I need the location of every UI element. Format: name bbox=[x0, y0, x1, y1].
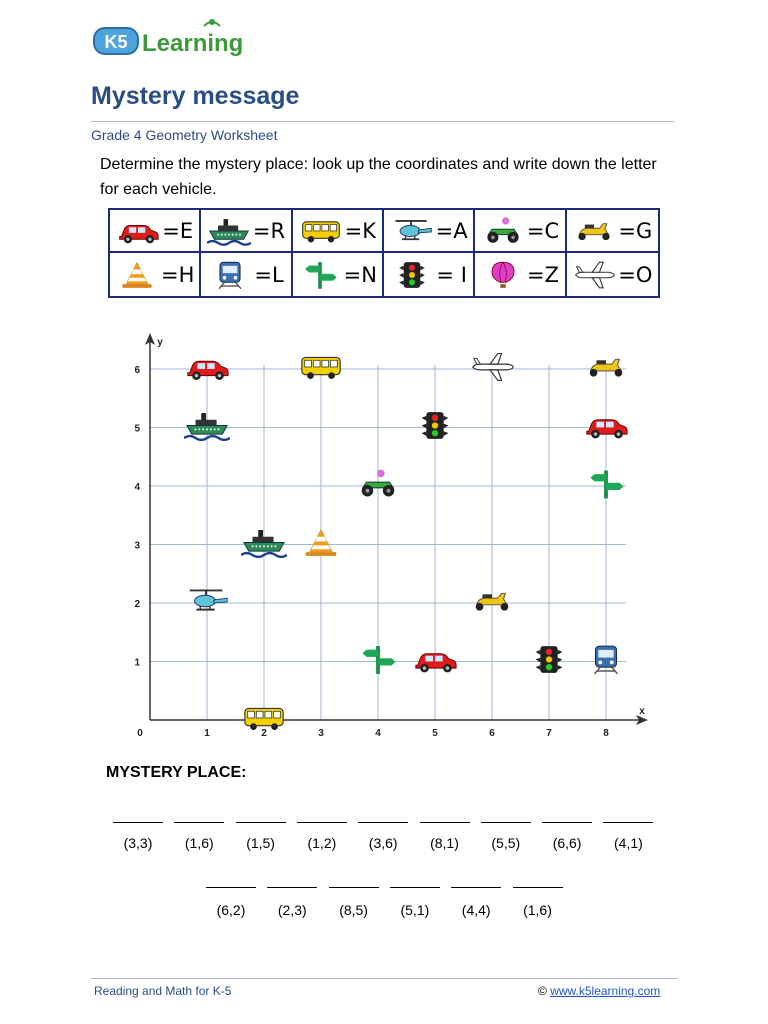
instructions: Determine the mystery place: look up the coordinates and write down the letter for each vehicle. bbox=[100, 156, 657, 198]
answer-blank[interactable] bbox=[206, 887, 256, 888]
key-cell bbox=[110, 253, 201, 296]
coordinate-label: (1,2) bbox=[307, 835, 337, 851]
answer-blank[interactable] bbox=[358, 822, 408, 823]
k5learning-link[interactable]: www.k5learning.com bbox=[550, 984, 661, 998]
footer-copyright bbox=[538, 984, 660, 998]
y-tick-label: 3 bbox=[134, 540, 140, 552]
key-cell bbox=[110, 210, 201, 253]
answer-blank[interactable] bbox=[267, 887, 317, 888]
key-letter: =O bbox=[618, 262, 653, 287]
x-tick-label: 3 bbox=[318, 728, 324, 739]
airplane-icon bbox=[473, 354, 513, 381]
atv-icon bbox=[481, 216, 525, 246]
airplane-icon bbox=[572, 260, 616, 290]
k5-learning-logo bbox=[92, 16, 262, 64]
footer-divider bbox=[91, 978, 678, 979]
scooter-icon bbox=[572, 216, 616, 246]
answer-blank[interactable] bbox=[390, 887, 440, 888]
key-cell bbox=[293, 210, 384, 253]
key-cell bbox=[475, 210, 566, 253]
coordinate-grid bbox=[100, 325, 660, 745]
key-letter: =E bbox=[162, 218, 194, 243]
coordinate-label: (8,1) bbox=[430, 835, 459, 851]
bus-icon bbox=[245, 708, 283, 730]
key-cell bbox=[201, 253, 292, 296]
y-tick-label: 6 bbox=[134, 365, 140, 376]
car-icon bbox=[188, 361, 228, 380]
answer-blank[interactable] bbox=[113, 822, 163, 823]
footer-tagline: Reading and Math for K-5 bbox=[94, 984, 232, 998]
page-title: Mystery message bbox=[91, 82, 300, 110]
coordinate-label: (1,6) bbox=[523, 902, 552, 918]
car-icon bbox=[416, 654, 456, 673]
x-tick-label: 0 bbox=[137, 728, 143, 739]
x-tick-label: 2 bbox=[261, 728, 267, 739]
x-tick-label: 4 bbox=[375, 728, 381, 739]
key-cell bbox=[384, 210, 475, 253]
coordinate-label: (3,6) bbox=[368, 835, 398, 851]
y-tick-label: 2 bbox=[134, 599, 140, 610]
y-tick-label: 5 bbox=[134, 423, 140, 435]
key-cell bbox=[567, 253, 658, 296]
answer-blank[interactable] bbox=[603, 822, 653, 823]
x-tick-label: 7 bbox=[546, 728, 552, 739]
y-axis-label: y bbox=[157, 337, 163, 348]
coordinate-label: (5,5) bbox=[491, 835, 521, 851]
x-tick-label: 8 bbox=[603, 728, 609, 739]
answer-blank[interactable] bbox=[329, 887, 379, 888]
x-axis-label: x bbox=[639, 706, 645, 717]
key-letter: =H bbox=[160, 262, 195, 287]
key-cell bbox=[567, 210, 658, 253]
header-divider bbox=[91, 121, 674, 122]
svg-text:Learning: Learning bbox=[142, 30, 244, 57]
key-letter: =C bbox=[526, 218, 560, 243]
key-letter: =K bbox=[344, 218, 377, 243]
svg-text:K5: K5 bbox=[104, 32, 128, 52]
bus-icon bbox=[299, 216, 343, 246]
car-icon bbox=[587, 420, 627, 439]
key-letter: =R bbox=[252, 218, 286, 243]
coordinate-label: (6,2) bbox=[216, 902, 246, 918]
coordinate-label: (4,4) bbox=[461, 902, 491, 918]
coordinate-label: (6,6) bbox=[552, 835, 582, 851]
key-letter: =L bbox=[254, 262, 284, 287]
helicopter-icon bbox=[390, 216, 434, 246]
coordinate-label: (4,1) bbox=[613, 835, 643, 851]
helicopter-icon bbox=[190, 590, 227, 609]
key-letter: =N bbox=[343, 262, 377, 287]
answer-blank[interactable] bbox=[451, 887, 501, 888]
traffic-light-icon bbox=[422, 412, 449, 439]
x-tick-label: 5 bbox=[432, 728, 438, 739]
signpost-icon bbox=[298, 260, 342, 290]
coordinate-label: (8,5) bbox=[339, 902, 368, 918]
coordinate-label: (2,3) bbox=[277, 902, 307, 918]
answer-blank[interactable] bbox=[420, 822, 470, 823]
traffic-cone-icon bbox=[306, 529, 337, 556]
hot-air-balloon-icon bbox=[481, 260, 525, 290]
signpost-icon bbox=[363, 646, 396, 674]
answer-blank[interactable] bbox=[481, 822, 531, 823]
coordinate-label: (5,1) bbox=[400, 902, 430, 918]
key-cell bbox=[384, 253, 475, 296]
answer-blank[interactable] bbox=[542, 822, 592, 823]
coordinate-label: (1,6) bbox=[184, 835, 214, 851]
signpost-icon bbox=[591, 471, 624, 499]
y-tick-label: 1 bbox=[134, 657, 140, 669]
traffic-light-icon bbox=[390, 260, 434, 290]
answer-blank[interactable] bbox=[174, 822, 224, 823]
x-tick-label: 6 bbox=[489, 728, 495, 739]
mystery-place-label: MYSTERY PLACE: bbox=[106, 764, 247, 781]
key-letter: =A bbox=[435, 218, 468, 243]
train-icon bbox=[208, 260, 252, 290]
key-cell bbox=[201, 210, 292, 253]
answer-blank[interactable] bbox=[513, 887, 563, 888]
key-letter: =G bbox=[618, 218, 653, 243]
x-tick-label: 1 bbox=[204, 728, 210, 739]
coordinate-label: (1,5) bbox=[246, 835, 275, 851]
key-cell bbox=[293, 253, 384, 296]
traffic-cone-icon bbox=[115, 260, 159, 290]
car-icon bbox=[116, 216, 160, 246]
key-cell bbox=[475, 253, 566, 296]
answer-blank[interactable] bbox=[236, 822, 286, 823]
coordinate-label: (3,3) bbox=[123, 835, 153, 851]
y-tick-label: 4 bbox=[134, 482, 140, 493]
worksheet-subtitle: Grade 4 Geometry Worksheet bbox=[91, 127, 278, 143]
vehicle-key-table bbox=[108, 208, 660, 298]
copyright-symbol: © bbox=[538, 984, 547, 998]
key-letter: =Z bbox=[527, 262, 559, 287]
answer-blank[interactable] bbox=[297, 822, 347, 823]
ship-icon bbox=[207, 216, 251, 246]
traffic-light-icon bbox=[536, 646, 563, 673]
key-letter: = I bbox=[436, 262, 467, 287]
